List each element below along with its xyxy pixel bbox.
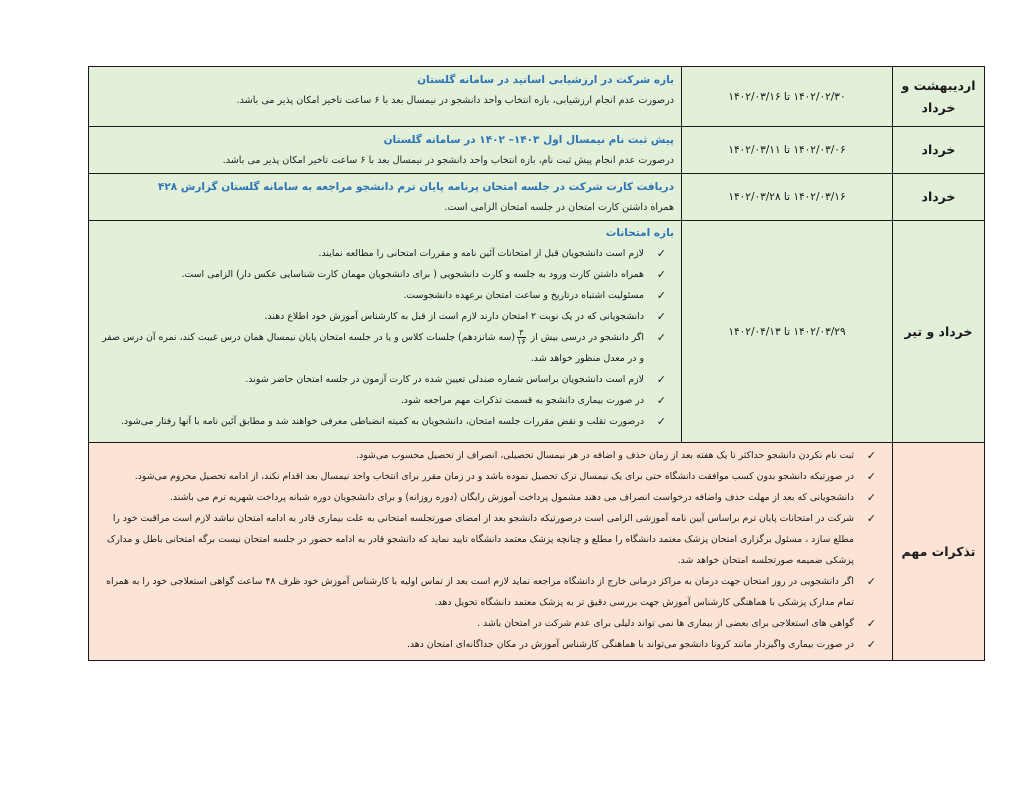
- row-subtitle: همراه داشتن کارت امتحان در جلسه امتحان الزامی است.: [444, 202, 674, 213]
- description-cell: [89, 67, 682, 127]
- description-cell: [89, 127, 682, 174]
- list-item: ✓ لازم است دانشجویان قبل از امتحانات آئین نامه و مقررات امتحانی را مطالعه نمایند.: [97, 243, 674, 264]
- list-item: ✓ همراه داشتن کارت ورود به جلسه و کارت دانشجویی ( برای دانشجویان مهمان کارت شناسایی عکس دار) الزامی است.: [97, 264, 674, 285]
- table-row-notes: [89, 443, 985, 661]
- table-row: [89, 127, 985, 174]
- list-item: ✓ درصورت تقلب و نقض مقررات جلسه امتحان، دانشجویان به کمیته انضباطی معرفی خواهند شد و مطابق آئین نامه با آنها رفتار می‌شود.: [97, 411, 674, 432]
- row-subtitle: درصورت عدم انجام ارزشیابی، بازه انتخاب واحد دانشجو در نیمسال بعد با ۶ ساعت تاخیر امکان پذیر می باشد.: [236, 95, 674, 106]
- check-icon: ✓: [656, 247, 666, 260]
- check-icon: ✓: [866, 512, 876, 525]
- list-item: ✓ دانشجویانی که در یک نوبت ۲ امتحان دارند لازم است از قبل به کارشناس آموزش خود اطلاع دهند.: [97, 306, 674, 327]
- month-cell: اردیبهشت و خرداد: [893, 67, 985, 127]
- check-icon: ✓: [656, 415, 666, 428]
- notes-cell: [89, 443, 893, 661]
- table-row: [89, 67, 985, 127]
- check-icon: ✓: [866, 638, 876, 651]
- exam-description-cell: [89, 221, 682, 443]
- list-item: ✓ دانشجویانی که بعد از مهلت حذف واضافه درخواست انصراف می دهند مشمول پرداخت آموزش رایگان (دوره روزانه) و برای دانشجویان دوره شبانه پرداخت شهریه ترم می باشند.: [97, 487, 884, 508]
- exam-rules-list: [97, 243, 674, 432]
- schedule-table: [88, 66, 985, 661]
- check-icon: ✓: [656, 310, 666, 323]
- list-item: ✓ لازم است دانشجویان براساس شماره صندلی تعیین شده در کارت آزمون در جلسه امتحان حاضر شوند.: [97, 369, 674, 390]
- list-item: ✓ گواهی های استعلاجی برای بعضی از بیماری ها نمی تواند دلیلی برای عدم شرکت در امتحان باشد .: [97, 613, 884, 634]
- description-cell: [89, 174, 682, 221]
- notes-heading-cell: تذکرات مهم: [893, 443, 985, 661]
- date-range-cell: ۱۴۰۲/۰۳/۰۶ تا ۱۴۰۲/۰۳/۱۱: [682, 127, 893, 174]
- check-icon: ✓: [656, 394, 666, 407]
- exam-title: بازه امتحانات: [605, 227, 674, 239]
- check-icon: ✓: [866, 575, 876, 588]
- month-cell: خرداد: [893, 127, 985, 174]
- list-item: ✓ مسئولیت اشتباه درتاریخ و ساعت امتحان برعهده دانشجوست.: [97, 285, 674, 306]
- check-icon: ✓: [656, 289, 666, 302]
- check-icon: ✓: [866, 617, 876, 630]
- check-icon: ✓: [656, 331, 666, 344]
- table-row-exams: [89, 221, 985, 443]
- list-item: ✓ اگر دانشجویی در روز امتحان جهت درمان به مراکز درمانی خارج از دانشگاه مراجعه نماید لازم است بعد از تماس اولیه با کارشناس آموزش خود ظرف ۴۸ ساعت گواهی استعلاجی خود را به همراه تمام مدارک پزشکی با هماهنگی کارشناس آموزش جهت بررسی دقیق تر به پزشک معتمد دانشگاه تحویل دهد.: [97, 571, 884, 613]
- check-icon: ✓: [656, 373, 666, 386]
- date-range-cell: ۱۴۰۲/۰۲/۳۰ تا ۱۴۰۲/۰۳/۱۶: [682, 67, 893, 127]
- check-icon: ✓: [656, 268, 666, 281]
- row-subtitle: درصورت عدم انجام پیش ثبت نام، بازه انتخاب واحد دانشجو در نیمسال بعد با ۶ ساعت تاخیر امکان پذیر می باشد.: [222, 155, 674, 166]
- date-range-cell: ۱۴۰۲/۰۳/۲۹ تا ۱۴۰۲/۰۴/۱۳: [682, 221, 893, 443]
- date-range-cell: ۱۴۰۲/۰۳/۱۶ تا ۱۴۰۲/۰۳/۲۸: [682, 174, 893, 221]
- notes-list: [97, 445, 884, 655]
- row-title: بازه شرکت در ارزشیابی اساتید در سامانه گلستان: [417, 74, 674, 86]
- list-item: ✓ در صورت بیماری واگیردار مانند کرونا دانشجو می‌تواند با هماهنگی کارشناس آموزش در مکان جداگانه‌ای امتحان دهد.: [97, 634, 884, 655]
- row-title: پیش ثبت نام نیمسال اول ۱۴۰۳– ۱۴۰۲ در سامانه گلستان: [383, 134, 674, 146]
- month-cell: خرداد و تیر: [893, 221, 985, 443]
- list-item: ✓ شرکت در امتحانات پایان ترم براساس آیین نامه آموزشی الزامی است درصورتیکه دانشجو بعد از امضای صورتجلسه امتحانی به علت بیماری قادر به ادامه امتحان نباشد لازم است مراقبت خود را مطلع سازد ، مسئول برگزاری امتحان پزشک معتمد دانشگاه را مطلع و چنانچه پزشک معتمد دانشگاه تایید نماید که دانشجو قادر به ادامه حضور در جلسه امتحان نیست برگه امتحانی باطل و مدارک پزشکی ضمیمه صورتجلسه امتحان خواهد شد.: [97, 508, 884, 571]
- check-icon: ✓: [866, 491, 876, 504]
- check-icon: ✓: [866, 449, 876, 462]
- list-item-absence-rule: ✓ اگر دانشجو در درسی بیش از $\frac{۳}{۱۶}$ (سه شانزدهم) جلسات کلاس و یا در جلسه امتحان پایان نیمسال همان درس غیبت کند، نمره آن درس صفر و در معدل منظور خواهد شد.: [102, 328, 666, 364]
- month-cell: خرداد: [893, 174, 985, 221]
- list-item: ✓ در صورت بیماری دانشجو به قسمت تذکرات مهم مراجعه شود.: [97, 390, 674, 411]
- list-item: ✓ ثبت نام نکردن دانشجو حداکثر تا یک هفته بعد از زمان حذف و اضافه در هر نیمسال تحصیلی، انصراف از تحصیل محسوب می‌شود.: [97, 445, 884, 466]
- list-item: ✓ در صورتیکه دانشجو بدون کسب موافقت دانشگاه حتی برای یک نیمسال ترک تحصیل نموده باشد و در زمان مقرر برای انتخاب واحد نیمسال بعد اقدام نکند، از ادامه تحصیل محروم می‌شود.: [97, 466, 884, 487]
- row-title: دریافت کارت شرکت در جلسه امتحان پرنامه پایان ترم دانشجو مراجعه به سامانه گلستان گزارش ۴۲۸: [157, 181, 674, 193]
- table-row: [89, 174, 985, 221]
- check-icon: ✓: [866, 470, 876, 483]
- fraction: $\frac{۳}{۱۶}$: [517, 328, 526, 346]
